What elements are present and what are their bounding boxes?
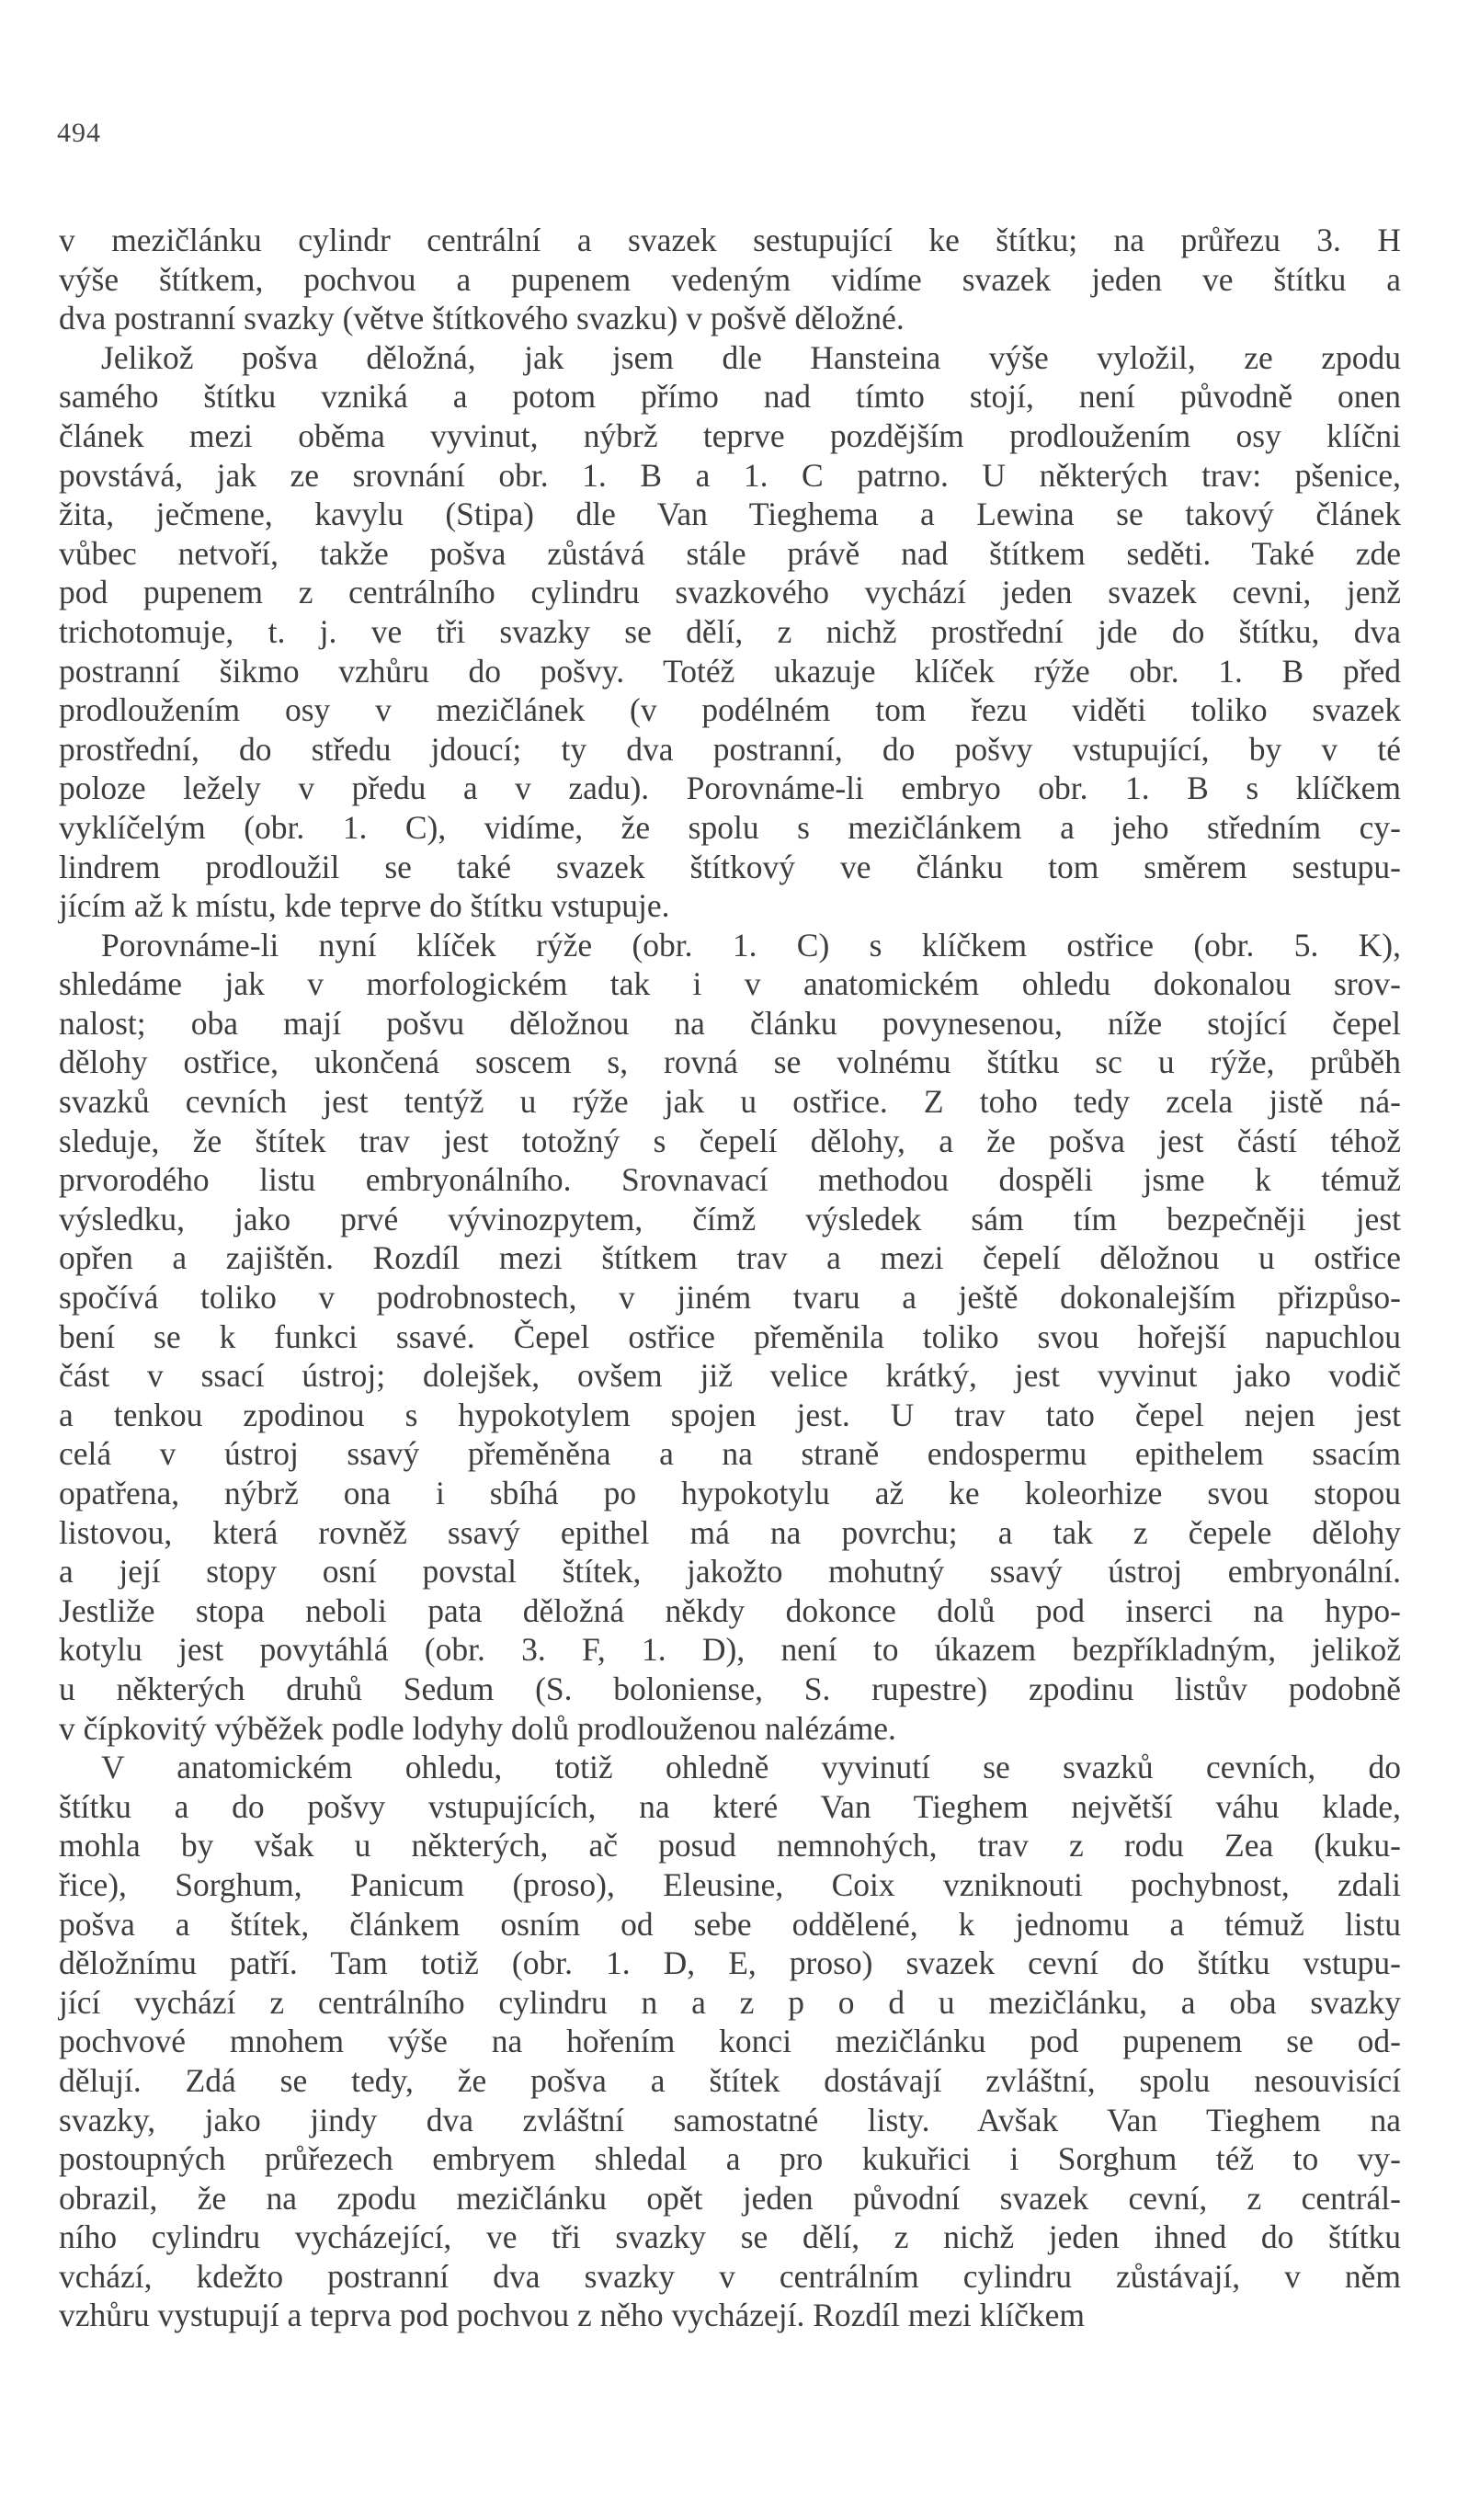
text-line: prvorodého listu embryonálního. Srovnavací methodou dospěli jsme k témuž (59, 1161, 1401, 1199)
text-line: Jestliže stopa neboli pata děložná někdy dokonce dolů pod inserci na hypo- (59, 1591, 1401, 1629)
text-line: Porovnáme-li nyní klíček rýže (obr. 1. C) s klíčkem ostřice (obr. 5. K), (101, 926, 1401, 964)
text-line: spočívá toliko v podrobnostech, v jiném tvaru a ještě dokonalejším přizpůso- (59, 1279, 1401, 1317)
text-line: vzhůru vystupují a teprva pod pochvou z něho vycházejí. Rozdíl mezi klíčkem (59, 2297, 1085, 2334)
text-line: sleduje, že štítek trav jest totožný s čepelí dělohy, a že pošva jest částí téhož (59, 1122, 1401, 1159)
text-line: bení se k funkci ssavé. Čepel ostřice přeměnila toliko svou hořejší napuchlou (59, 1317, 1401, 1355)
text-line: děložnímu patří. Tam totiž (obr. 1. D, E, proso) svazek cevní do štítku vstupu- (59, 1944, 1401, 1982)
text-line: pod pupenem z centrálního cylindru svazkového vychází jeden svazek cevni, jenž (59, 574, 1401, 611)
text-line: svazky, jako jindy dva zvláštní samostatné listy. Avšak Van Tieghem na (59, 2101, 1401, 2138)
text-line: ního cylindru vycházející, ve tři svazky se dělí, z nichž jeden ihned do štítku (59, 2218, 1401, 2256)
text-line: poloze ležely v předu a v zadu). Porovnáme-li embryo obr. 1. B s klíčkem (59, 770, 1401, 807)
body-text (59, 221, 1401, 2335)
text-line: dva postranní svazky (větve štítkového svazku) v pošvě děložné. (59, 300, 905, 337)
text-line: a tenkou zpodinou s hypokotylem spojen jest. U trav tato čepel nejen jest (59, 1396, 1401, 1433)
text-line: a její stopy osní povstal štítek, jakožto mohutný ssavý ústroj embryonální. (59, 1553, 1401, 1591)
text-line: nalost; oba mají pošvu děložnou na článku povynesenou, níže stojící čepel (59, 1004, 1401, 1042)
text-line: listovou, která rovněž ssavý epithel má na povrchu; a tak z čepele dělohy (59, 1513, 1401, 1551)
page-number: 494 (57, 118, 101, 148)
text-line: článek mezi oběma vyvinut, nýbrž teprve pozdějším prodloužením osy klíčni (59, 416, 1401, 454)
text-line: jícím až k místu, kde teprve do štítku vstupuje. (59, 887, 670, 925)
text-line: V anatomickém ohledu, totiž ohledně vyvinutí se svazků cevních, do (101, 1749, 1401, 1786)
text-line: obrazil, že na zpodu mezičlánku opět jeden původní svazek cevní, z centrál- (59, 2179, 1401, 2217)
text-line: lindrem prodloužil se také svazek štítkový ve článku tom směrem sestupu- (59, 848, 1401, 885)
text-line: svazků cevních jest tentýž u rýže jak u ostřice. Z toho tedy zcela jistě ná- (59, 1083, 1401, 1121)
text-line: kotylu jest povytáhlá (obr. 3. F, 1. D), není to úkazem bezpříkladným, jelikož (59, 1631, 1401, 1669)
text-line: vchází, kdežto postranní dva svazky v centrálním cylindru zůstávají, v něm (59, 2257, 1401, 2295)
text-line: žita, ječmene, kavylu (Stipa) dle Van Tieghema a Lewina se takový článek (59, 496, 1401, 533)
text-line: postranní šikmo vzhůru do pošvy. Totéž ukazuje klíček rýže obr. 1. B před (59, 652, 1401, 690)
text-line: řice), Sorghum, Panicum (proso), Eleusine, Coix vzniknouti pochybnost, zdali (59, 1865, 1401, 1903)
text-line: shledáme jak v morfologickém tak i v anatomickém ohledu dokonalou srov- (59, 965, 1401, 1003)
text-line: vůbec netvoří, takže pošva zůstává stále právě nad štítkem seděti. Také zde (59, 534, 1401, 572)
text-line: výsledku, jako prvé vývinozpytem, čímž výsledek sám tím bezpečněji jest (59, 1200, 1401, 1237)
text-line: mohla by však u některých, ač posud nemnohých, trav z rodu Zea (kuku- (59, 1827, 1401, 1864)
text-line: prostřední, do středu jdoucí; ty dva postranní, do pošvy vstupující, by v té (59, 730, 1401, 768)
text-line: dělohy ostřice, ukončená soscem s, rovná se volnému štítku sc u rýže, průběh (59, 1043, 1401, 1081)
text-line: prodloužením osy v mezičlánek (v podélném tom řezu viděti toliko svazek (59, 691, 1401, 729)
text-line: celá v ústroj ssavý přeměněna a na straně endospermu epithelem ssacím (59, 1435, 1401, 1473)
text-line: v mezičlánku cylindr centrální a svazek sestupující ke štítku; na průřezu 3. H (59, 222, 1401, 258)
text-line: u některých druhů Sedum (S. boloniense, S. rupestre) zpodinu listův podobně (59, 1670, 1401, 1707)
text-line: samého štítku vzniká a potom přímo nad tímto stojí, není původně onen (59, 378, 1401, 416)
text-line: část v ssací ústroj; dolejšek, ovšem již velice krátký, jest vyvinut jako vodič (59, 1357, 1401, 1395)
text-line: pochvové mnohem výše na hořením konci mezičlánku pod pupenem se od- (59, 2023, 1401, 2060)
text-line: v čípkovitý výběžek podle lodyhy dolů prodlouženou nalézáme. (59, 1709, 896, 1747)
text-line: výše štítkem, pochvou a pupenem vedeným vidíme svazek jeden ve štítku a (59, 260, 1401, 298)
text-line: povstává, jak ze srovnání obr. 1. B a 1. C patrno. U některých trav: pšenice, (59, 456, 1401, 494)
text-line: opřen a zajištěn. Rozdíl mezi štítkem trav a mezi čepelí děložnou u ostřice (59, 1239, 1401, 1277)
text-line: dělují. Zdá se tedy, že pošva a štítek dostávají zvláštní, spolu nesouvisící (59, 2061, 1401, 2099)
text-line: Jelikož pošva děložná, jak jsem dle Hansteina výše vyložil, ze zpodu (101, 338, 1401, 376)
text-line: postoupných průřezech embryem shledal a pro kukuřici i Sorghum též to vy- (59, 2140, 1401, 2178)
text-line: pošva a štítek, článkem osním od sebe oddělené, k jednomu a témuž listu (59, 1905, 1401, 1943)
text-line: trichotomuje, t. j. ve tři svazky se dělí, z nichž prostřední jde do štítku, dva (59, 612, 1401, 650)
text-line: vyklíčelým (obr. 1. C), vidíme, že spolu s mezičlánkem a jeho středním cy- (59, 808, 1401, 846)
text-line: štítku a do pošvy vstupujících, na které Van Tieghem největší váhu klade, (59, 1787, 1401, 1825)
text-line: opatřena, nýbrž ona i sbíhá po hypokotylu až ke koleorhize svou stopou (59, 1475, 1401, 1511)
text-line: jící vychází z centrálního cylindru n a z p o d u mezičlánku, a oba svazky (59, 1983, 1401, 2021)
